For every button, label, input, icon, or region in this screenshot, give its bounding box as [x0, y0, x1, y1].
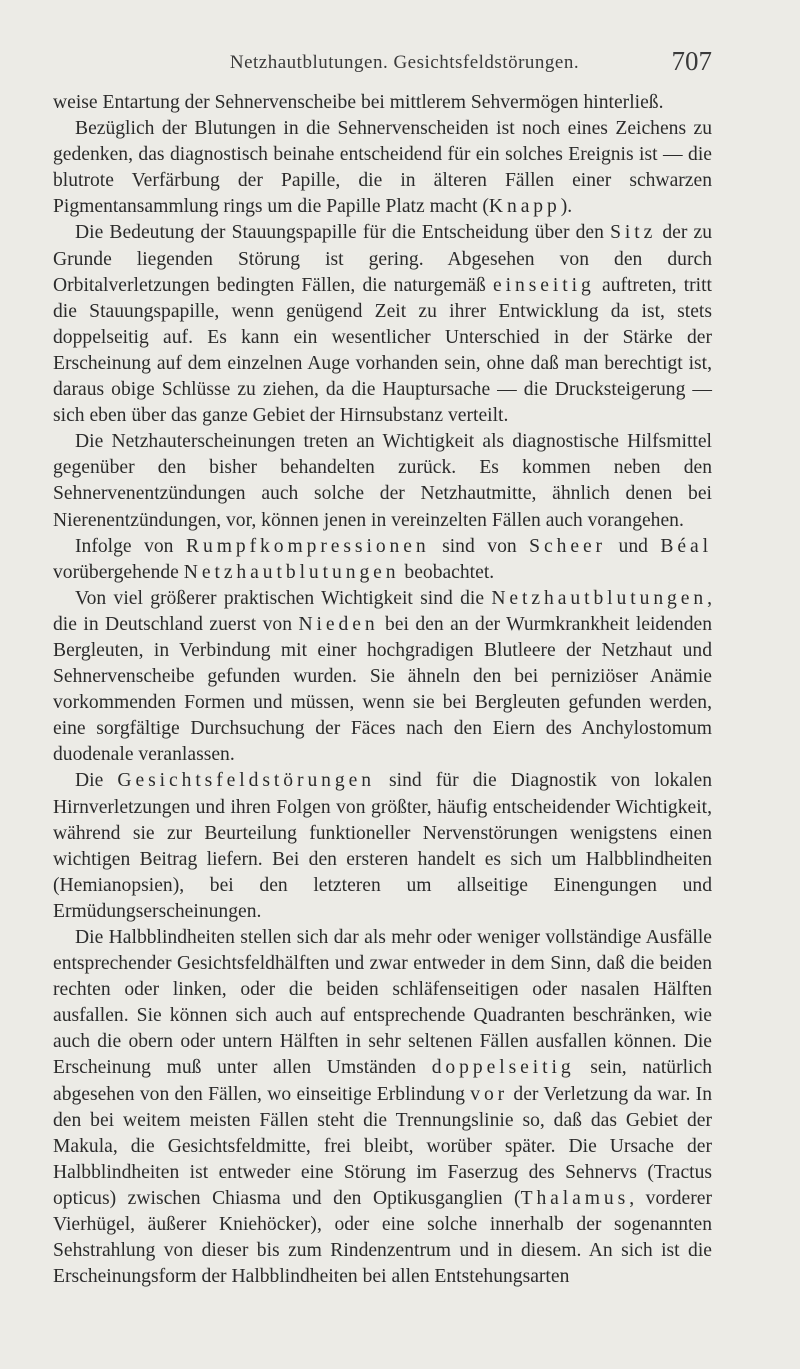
text-run: Von viel größerer praktischen Wichtigkeit sind die: [75, 587, 492, 609]
spaced-emphasis: Nieden: [298, 613, 379, 635]
paragraph: [53, 116, 712, 220]
paragraph: [53, 90, 712, 116]
text-run: und: [606, 535, 661, 557]
spaced-emphasis: Netzhautblutungen: [491, 587, 708, 609]
spaced-emphasis: Rumpfkompressionen: [185, 535, 430, 557]
paragraph: [53, 429, 712, 533]
body-text: [53, 90, 712, 1290]
text-run: der zu Grunde liegenden Störung ist gering. Abgesehen von den durch Orbitalverletzungen bedingten Fällen, die naturgemäß: [53, 222, 713, 296]
text-run: Die Halbblindheiten stellen sich dar als mehr oder weniger vollständige Ausfälle entsprechender Gesichtsfeldhälften und zwar entweder in dem Sinn, daß die beiden rechten oder linken, oder die beiden schläfenseitigen oder nasalen Hälften ausfallen. Sie können sich auch auf entsprechende Quadranten beschränken, wie auch die obern oder untern Hälften in sehr seltenen Fällen ausfallen können. Die Erscheinung muß unter allen Umständen: [53, 927, 712, 1079]
text-run: Bezüglich der Blutungen in die Sehnervenscheiden ist noch eines Zeichens zu gedenken, das diagnostisch beinahe entscheidend für ein solches Ereignis ist — die blutrote Verfärbung der Papille, die in älteren Fällen einer schwarzen Pigmentansammlung rings um die Papille Platz macht (: [53, 118, 712, 218]
text-run: bei den an der Wurmkrankheit leidenden Bergleuten, in Verbindung mit einer hochgradigen Blutleere der Netzhaut und Sehnervenscheibe gefunden wurden. Sie ähneln den bei perniziöser Anämie vorkommenden Formen und müssen, wenn sie bei Bergleuten gefunden werden, eine sorgfältige Durchsuchung der Fäces nach den Eiern des Anchylostomum duodenale veranlassen.: [53, 613, 712, 766]
spaced-emphasis: doppelseitig: [431, 1057, 575, 1079]
paragraph: [53, 534, 712, 586]
spaced-emphasis: einseitig: [493, 274, 595, 296]
paragraph: [53, 220, 712, 429]
spaced-emphasis: Thalamus: [520, 1187, 630, 1209]
spaced-emphasis: Netzhautblutungen: [183, 561, 400, 583]
paragraph: [53, 925, 712, 1290]
spaced-emphasis: Sitz: [610, 222, 657, 244]
text-run: Die Netzhauterscheinungen treten an Wichtigkeit als diagnostische Hilfsmittel gegenüber den bisher behandelten zurück. Es kommen neben den Sehnervenentzündungen auch solche der Netzhautmitte, ähnlich denen bei Nierenentzündungen, vor, können jenen in vereinzelten Fällen auch vorangehen.: [53, 431, 712, 531]
text-run: auftreten, tritt die Stauungspapille, wenn genügend Zeit zu ihrer Entwicklung da ist, stets doppelseitig auf. Es kann ein wesentlicher Unterschied in der Stärke der Erscheinung auf dem einzelnen Auge vorhanden sein, ohne daß man berechtigt ist, daraus obige Schlüsse zu ziehen, da die Hauptursache — die Drucksteigerung — sich eben über das ganze Gebiet der Hirnsubstanz verteilt.: [53, 274, 712, 427]
text-run: vorübergehende: [53, 561, 184, 583]
spaced-emphasis: Gesichtsfeldstörungen: [117, 770, 375, 792]
text-run: , die in Deutschland zuerst von: [53, 587, 712, 635]
text-run: ).: [560, 196, 573, 218]
paragraph: [53, 768, 712, 925]
text-run: weise Entartung der Sehnervenscheibe bei mittlerem Sehvermögen hinterließ.: [53, 92, 664, 113]
page-number: 707: [671, 46, 712, 76]
text-run: Die: [75, 770, 118, 792]
text-run: Infolge von: [75, 535, 186, 557]
page-header: [53, 0, 712, 90]
running-title: Netzhautblutungen. Gesichtsfeldstörungen.: [229, 52, 580, 73]
spaced-emphasis: Knapp: [488, 196, 561, 218]
spaced-emphasis: vor: [470, 1083, 509, 1105]
text-run: , vorderer Vierhügel, äußerer Kniehöcker), oder eine solche innerhalb der sogenannten Sehstrahlung von dieser bis zum Rindenzentrum und in diesem. An sich ist die Erscheinungsform der Halbblindheiten bei allen Entstehungsarten: [53, 1187, 712, 1288]
spaced-emphasis: Scheer: [529, 535, 607, 557]
paragraph: [53, 586, 712, 769]
text-run: sind für die Diagnostik von lokalen Hirnverletzungen und ihren Folgen von größter, häufig entscheidender Wichtigkeit, während sie zur Beurteilung funktioneller Nervenstörungen wenigstens einen wichtigen Beitrag liefern. Bei den ersteren handelt es sich um Halbblindheiten (Hemianopsien), bei den letzteren um allseitige Einengungen und Ermüdungserscheinungen.: [53, 770, 712, 922]
text-run: sein, natürlich abgesehen von den Fällen, wo einseitige Erblindung: [53, 1057, 712, 1105]
text-run: der Verletzung da war. In den bei weitem meisten Fällen steht die Trennungslinie so, daß das Gebiet der Makula, die Gesichtsfeldmitte, frei bleibt, worüber später. Die Ursache der Halbblindheiten ist entweder eine Störung im Faserzug des Sehnervs (Tractus opticus) zwischen Chiasma und den Optikusganglien (: [53, 1083, 713, 1209]
text-run: beobachtet.: [399, 561, 495, 583]
spaced-emphasis: Béal: [660, 535, 713, 557]
text-run: Die Bedeutung der Stauungspapille für die Entscheidung über den: [75, 222, 611, 244]
text-run: sind von: [429, 535, 530, 557]
